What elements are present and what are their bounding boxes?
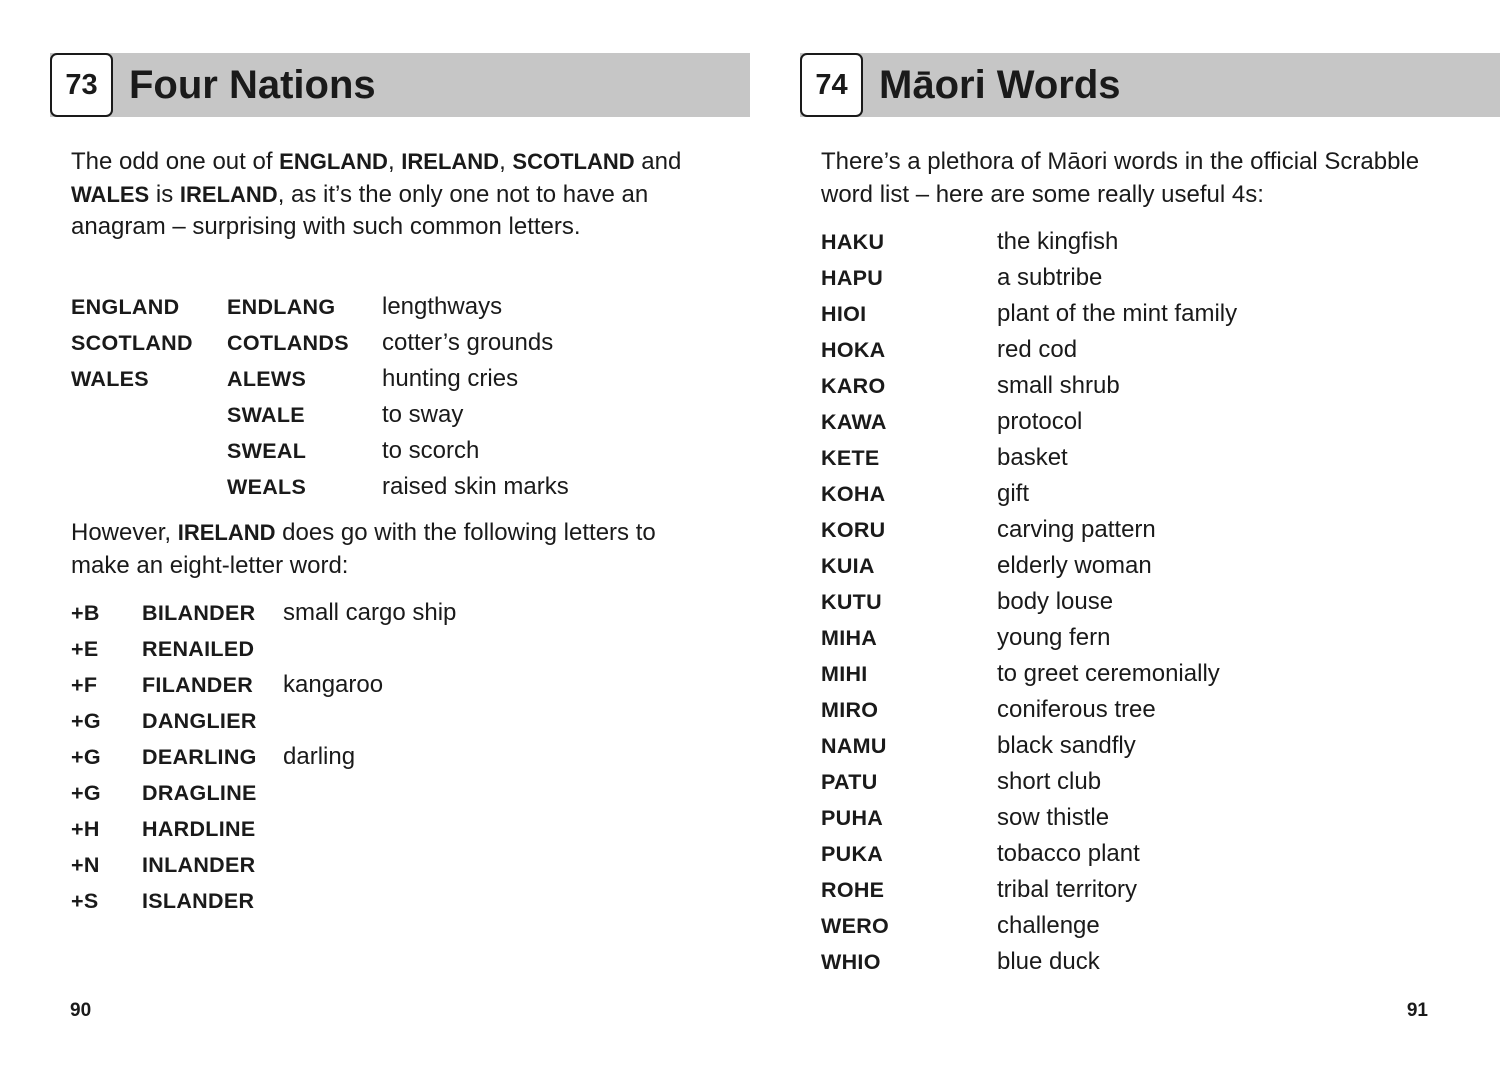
word-meaning: basket: [997, 444, 1068, 471]
eight-letter-word: INLANDER: [142, 853, 256, 877]
word-meaning: to greet ceremonially: [997, 660, 1220, 687]
section-header-74: [800, 53, 1500, 117]
anagram-word: ENDLANG: [227, 295, 336, 319]
text-run: does go with the following letters to make an eight-letter word:: [71, 519, 656, 579]
bold-word: IRELAND: [401, 149, 500, 174]
word-meaning: small cargo ship: [283, 599, 457, 626]
anagram-meaning: lengthways: [382, 293, 503, 320]
maori-word: WERO: [821, 914, 890, 938]
word-meaning: carving pattern: [997, 516, 1156, 543]
bold-word: SCOTLAND: [512, 149, 635, 174]
added-letter: +N: [71, 853, 100, 877]
word-meaning: the kingfish: [997, 228, 1119, 255]
word-meaning: elderly woman: [997, 552, 1152, 579]
eight-letter-word: FILANDER: [142, 673, 254, 697]
bold-word: WALES: [71, 181, 150, 207]
word-meaning: gift: [997, 480, 1030, 507]
maori-word: PUKA: [821, 842, 884, 866]
section-header-73: [50, 53, 750, 117]
anagram-meaning: hunting cries: [382, 365, 519, 392]
word-meaning: protocol: [997, 408, 1083, 435]
maori-word: MIHI: [821, 662, 868, 686]
word-meaning: kangaroo: [283, 671, 384, 698]
added-letter: +H: [71, 817, 100, 841]
anagram-meaning: to scorch: [382, 437, 480, 464]
added-letter: +E: [71, 637, 99, 661]
section-title: Māori Words: [879, 63, 1121, 107]
word-meaning: tobacco plant: [997, 840, 1140, 867]
word-meaning: small shrub: [997, 372, 1120, 399]
eight-letter-word: BILANDER: [142, 601, 256, 625]
country-word: ENGLAND: [71, 295, 180, 319]
text-run: , as it’s the only one not to have an anagram – surprising with such common letters.: [71, 180, 649, 240]
maori-word: KAWA: [821, 410, 887, 434]
anagram-word: SWEAL: [227, 439, 307, 463]
maori-word: HIOI: [821, 302, 867, 326]
word-meaning: plant of the mint family: [997, 300, 1238, 327]
added-letter: +B: [71, 601, 100, 625]
word-meaning: tribal territory: [997, 876, 1138, 903]
word-meaning: a subtribe: [997, 264, 1103, 291]
added-letter: +G: [71, 781, 101, 805]
maori-word: HOKA: [821, 338, 886, 362]
bold-word: IRELAND: [179, 181, 278, 207]
maori-word: KUTU: [821, 590, 882, 614]
text-run: ,: [499, 148, 513, 175]
added-letter: +S: [71, 889, 99, 913]
section-number: 73: [50, 53, 113, 117]
word-meaning: challenge: [997, 912, 1100, 939]
right-page: [750, 0, 1500, 1068]
country-word: WALES: [71, 367, 149, 391]
anagram-meaning: cotter’s grounds: [382, 329, 554, 356]
word-meaning: blue duck: [997, 948, 1100, 975]
section-number: 74: [800, 53, 863, 117]
word-meaning: coniferous tree: [997, 696, 1156, 723]
however-paragraph: [71, 517, 711, 582]
eight-letter-word: HARDLINE: [142, 817, 256, 841]
maori-word: ROHE: [821, 878, 885, 902]
word-meaning: sow thistle: [997, 804, 1110, 831]
maori-word: PUHA: [821, 806, 884, 830]
maori-word: KARO: [821, 374, 886, 398]
country-word: SCOTLAND: [71, 331, 193, 355]
added-letter: +F: [71, 673, 98, 697]
anagram-word: ALEWS: [227, 367, 307, 391]
anagram-word: COTLANDS: [227, 331, 349, 355]
text-run: is: [149, 180, 180, 208]
eight-letter-word: DRAGLINE: [142, 781, 257, 805]
word-meaning: body louse: [997, 588, 1114, 615]
word-meaning: black sandfly: [997, 732, 1136, 759]
anagram-word: SWALE: [227, 403, 305, 427]
section-title: Four Nations: [129, 63, 376, 107]
maori-word: PATU: [821, 770, 878, 794]
anagram-meaning: to sway: [382, 401, 464, 428]
text-run: and: [634, 148, 682, 175]
anagram-meaning: raised skin marks: [382, 473, 569, 500]
eight-letter-word: ISLANDER: [142, 889, 255, 913]
anagram-word: WEALS: [227, 475, 307, 499]
eight-letter-word: DEARLING: [142, 745, 257, 769]
word-meaning: young fern: [997, 624, 1111, 651]
text-run: ,: [387, 148, 402, 175]
maori-word: NAMU: [821, 734, 887, 758]
bold-word: IRELAND: [177, 520, 276, 545]
maori-word: WHIO: [821, 950, 881, 974]
maori-word: KOHA: [821, 482, 886, 506]
eight-letter-word: DANGLIER: [142, 709, 257, 733]
maori-word: KORU: [821, 518, 886, 542]
maori-word: HAPU: [821, 266, 884, 290]
page-number: 90: [70, 1000, 92, 1021]
added-letter: +G: [71, 709, 101, 733]
text-run: The odd one out of: [71, 148, 280, 175]
text-run: However,: [71, 519, 178, 546]
word-meaning: red cod: [997, 336, 1078, 363]
intro-paragraph: There’s a plethora of Māori words in the official Scrabble word list – here are some really useful 4s:: [821, 148, 1420, 208]
maori-word: MIHA: [821, 626, 878, 650]
eight-letter-word: RENAILED: [142, 637, 255, 661]
maori-word: MIRO: [821, 698, 879, 722]
bold-word: ENGLAND: [279, 149, 388, 174]
word-meaning: darling: [283, 743, 356, 770]
added-letter: +G: [71, 745, 101, 769]
intro-paragraph: [71, 146, 711, 244]
page-number: 91: [1406, 1000, 1428, 1021]
maori-word: HAKU: [821, 230, 885, 254]
maori-word: KETE: [821, 446, 880, 470]
maori-word: KUIA: [821, 554, 875, 578]
word-meaning: short club: [997, 768, 1102, 795]
